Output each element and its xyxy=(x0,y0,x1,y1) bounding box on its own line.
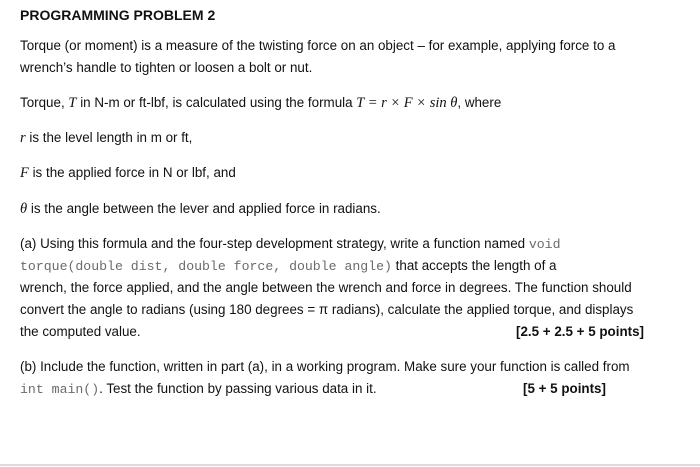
formula-text-mid: in N-m or ft-lbf, is calculated using the formula xyxy=(76,95,357,110)
torque-symbol: T xyxy=(68,95,77,111)
problem-title: PROGRAMMING PROBLEM 2 xyxy=(20,7,216,23)
definition-F xyxy=(20,162,236,184)
F-definition-text: is the applied force in N or lbf, and xyxy=(28,165,236,180)
r-definition-text: is the level length in m or ft, xyxy=(25,130,193,145)
part-a-line-5: the computed value. xyxy=(20,324,141,339)
part-a-line-1 xyxy=(20,233,561,256)
theta-symbol: θ xyxy=(20,201,28,217)
r-symbol: r xyxy=(20,130,26,146)
part-a-line-3: wrench, the force applied, and the angle between the wrench and force in degrees. The function should xyxy=(20,280,632,295)
part-b-line-2 xyxy=(20,378,377,401)
part-a-line-2 xyxy=(20,255,556,278)
definition-theta xyxy=(20,198,381,220)
theta-definition-text: is the angle between the lever and applied force in radians. xyxy=(27,201,381,216)
intro-line-1: Torque (or moment) is a measure of the twisting force on an object – for example, applying force to a xyxy=(20,38,616,53)
part-b-line-1: (b) Include the function, written in part (a), in a working program. Make sure your function is called from xyxy=(20,359,630,374)
part-b-text-2: . Test the function by passing various data in it. xyxy=(99,381,377,396)
definition-r xyxy=(20,127,192,149)
formula-line xyxy=(20,92,501,114)
torque-formula: T = r × F × sin θ xyxy=(356,95,458,111)
part-a-code-void: void xyxy=(528,237,561,252)
part-a-text-2: that accepts the length of a xyxy=(391,258,557,273)
part-a-code-signature: torque(double dist, double force, double angle) xyxy=(20,259,392,274)
part-a-points: [2.5 + 2.5 + 5 points] xyxy=(516,324,645,339)
bottom-divider xyxy=(0,464,700,466)
F-symbol: F xyxy=(20,165,29,181)
part-b-points: [5 + 5 points] xyxy=(523,381,606,396)
formula-text-before: Torque, xyxy=(20,95,69,110)
intro-line-2: wrench’s handle to tighten or loosen a bolt or nut. xyxy=(20,60,313,75)
part-a-line-4: convert the angle to radians (using 180 degrees = π radians), calculate the applied torque, and displays xyxy=(20,302,634,317)
part-b-code-main: int main() xyxy=(20,382,100,397)
formula-text-after: , where xyxy=(457,95,502,110)
part-a-text-1: (a) Using this formula and the four-step development strategy, write a function named xyxy=(20,236,529,251)
